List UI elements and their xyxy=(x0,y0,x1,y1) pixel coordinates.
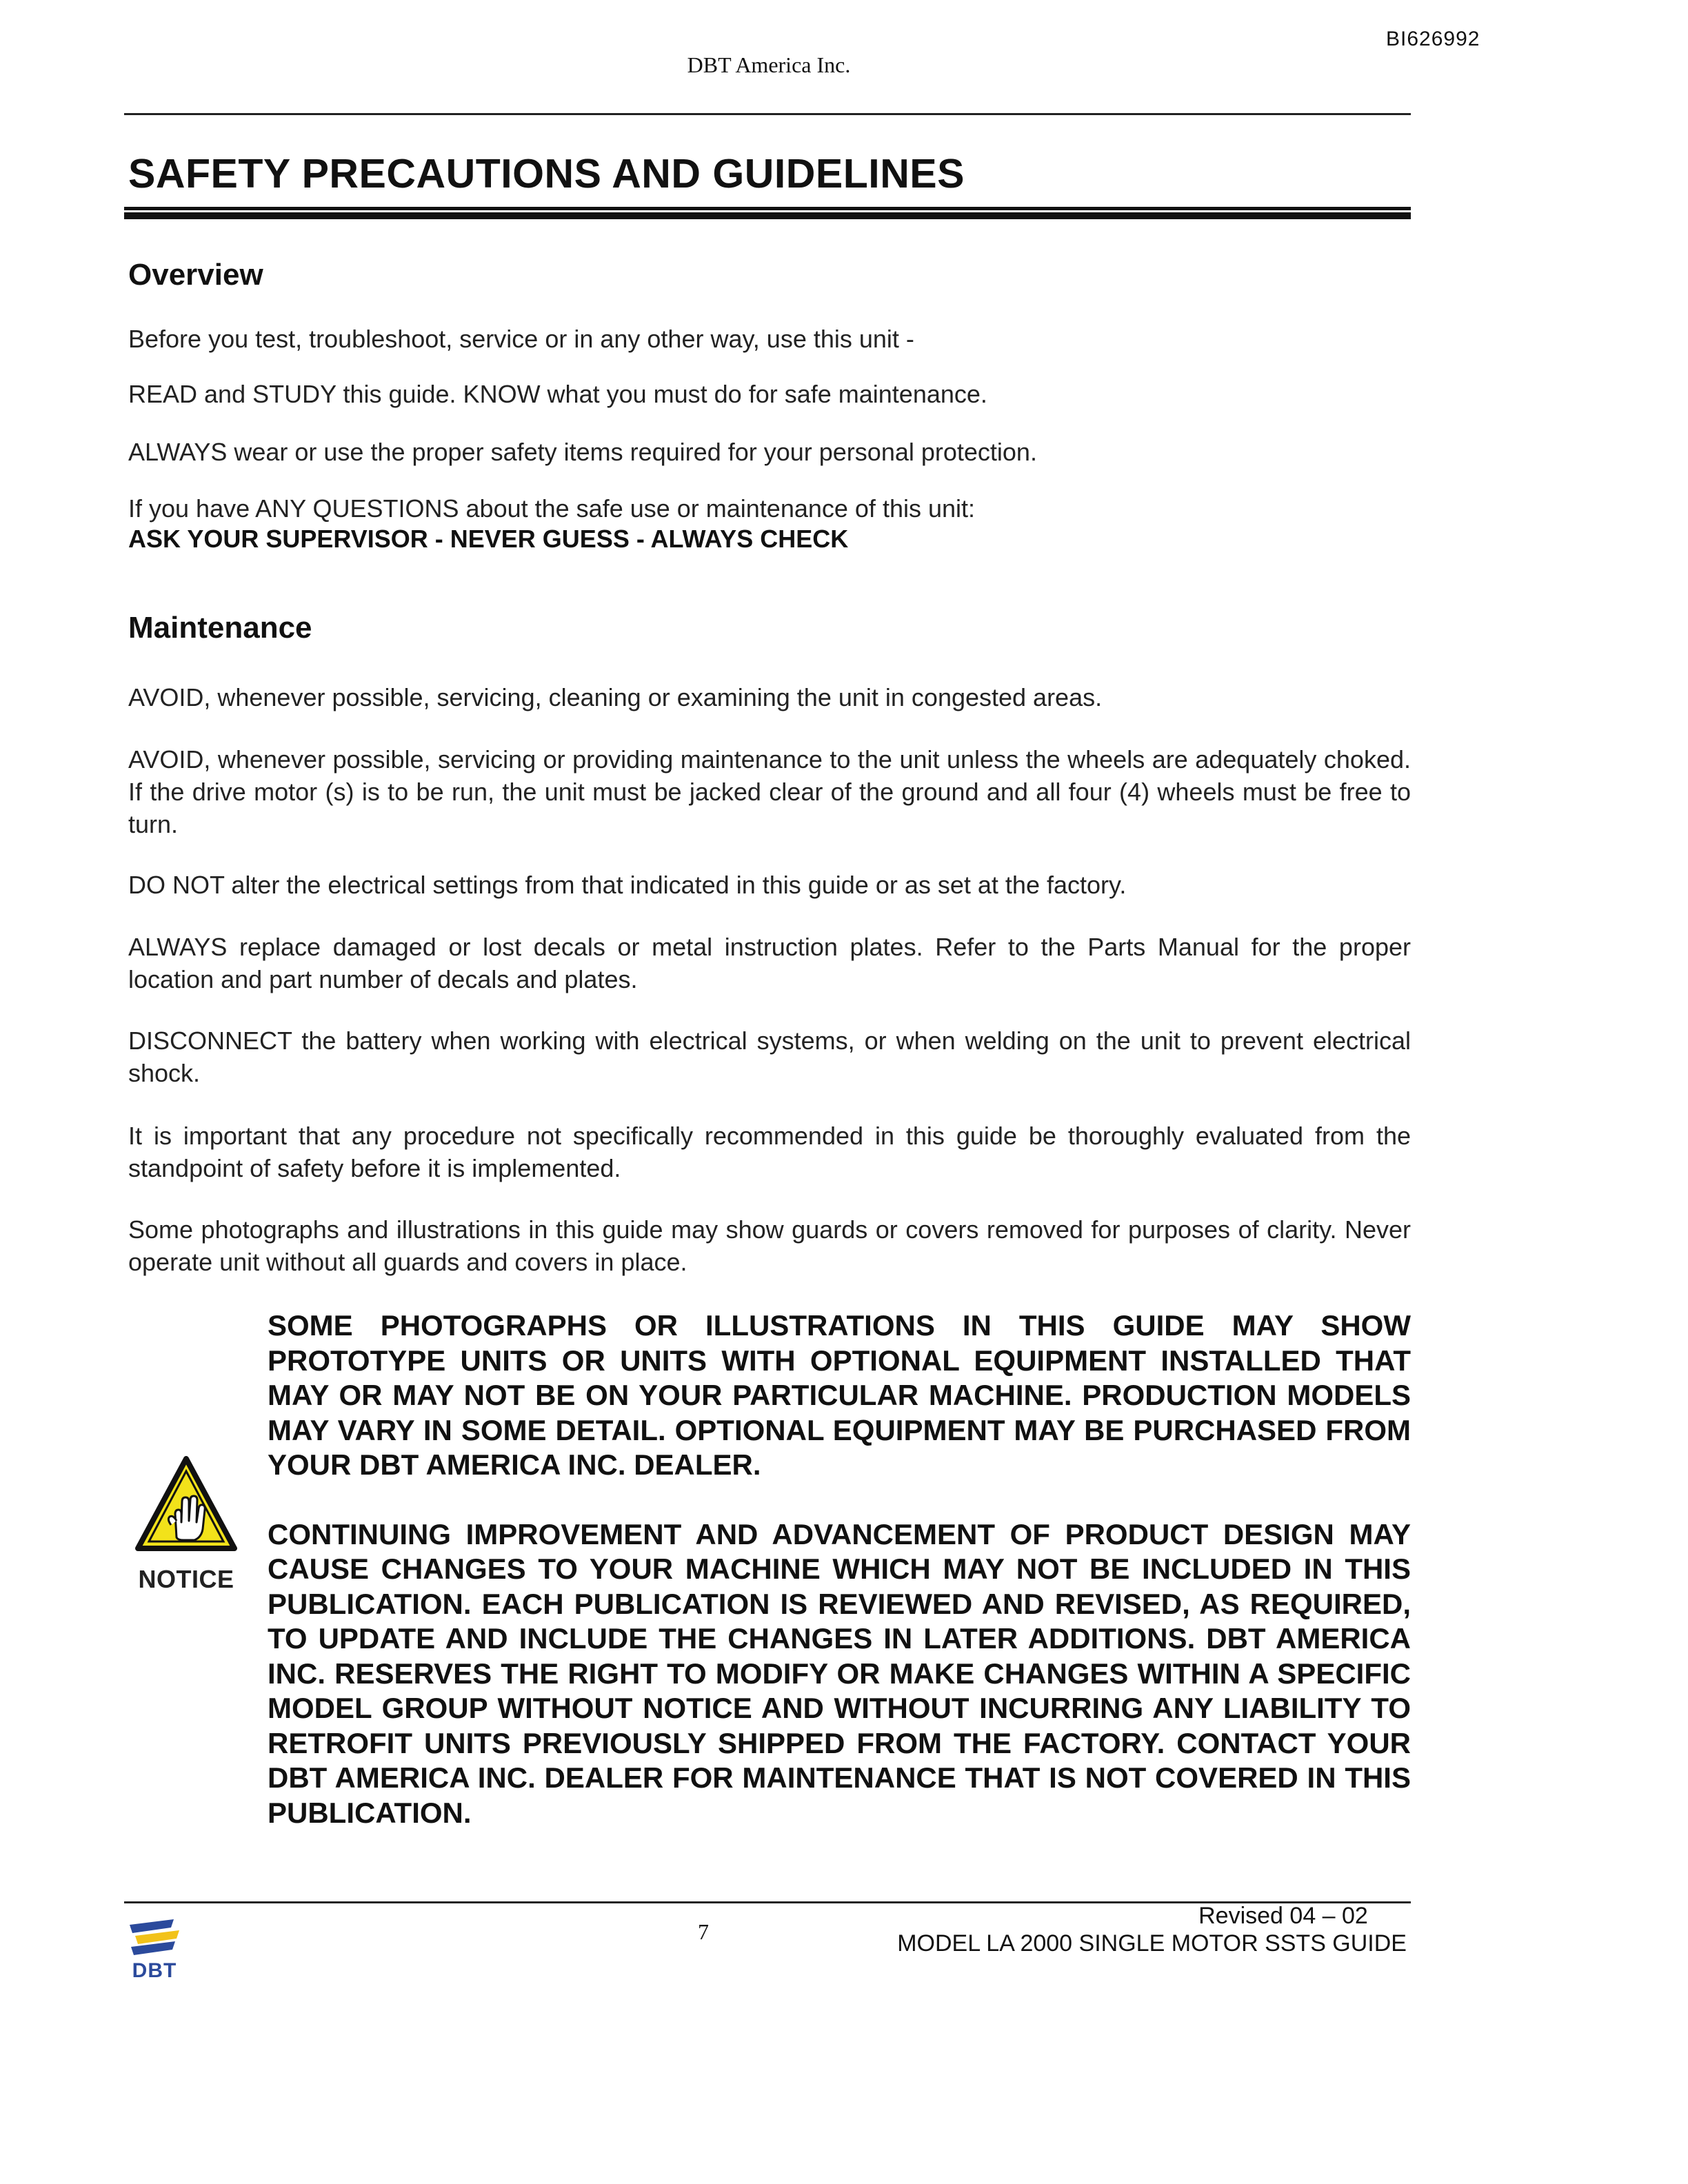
model-guide-title: MODEL LA 2000 SINGLE MOTOR SSTS GUIDE xyxy=(897,1930,1407,1957)
overview-paragraph: READ and STUDY this guide. KNOW what you must do for safe maintenance. xyxy=(128,380,987,408)
maintenance-paragraph: DO NOT alter the electrical settings from that indicated in this guide or as set at the factory. xyxy=(128,871,1127,899)
overview-emphasis: ASK YOUR SUPERVISOR - NEVER GUESS - ALWAYS CHECK xyxy=(128,525,849,553)
title-rule-thin xyxy=(124,207,1411,210)
dbt-logo-text: DBT xyxy=(132,1959,177,1982)
page-number: 7 xyxy=(698,1919,709,1944)
warning-hand-icon xyxy=(135,1456,237,1553)
notice-label: NOTICE xyxy=(138,1565,234,1593)
document-id: BI626992 xyxy=(1386,28,1480,50)
page-title: SAFETY PRECAUTIONS AND GUIDELINES xyxy=(128,151,965,196)
maintenance-paragraph: AVOID, whenever possible, servicing, cleaning or examining the unit in congested areas. xyxy=(128,683,1103,711)
notice-paragraph: CONTINUING IMPROVEMENT AND ADVANCEMENT OF PRODUCT DESIGN MAY CAUSE CHANGES TO YOUR MACHINE WHICH MAY NOT BE INCLUDED IN THIS PUBLICATION. EACH PUBLICATION IS REVIEWED AND REVISED, AS REQUIRED, TO UPDATE AND INCLUDE THE CHANGES IN LATER ADDITIONS. DBT AMERICA INC. RESERVES THE RIGHT TO MODIFY OR MAKE CHANGES WITHIN A SPECIFIC MODEL GROUP WITHOUT NOTICE AND WITHOUT INCURRING ANY LIABILITY TO RETROFIT UNITS PREVIOUSLY SHIPPED FROM THE FACTORY. CONTACT YOUR DBT AMERICA INC. DEALER FOR MAINTENANCE THAT IS NOT COVERED IN THIS PUBLICATION. xyxy=(268,1517,1411,1829)
maintenance-paragraph: It is important that any procedure not specifically recommended in this guide be thoroughly evaluated from the standpoint of safety before it is implemented. xyxy=(128,1122,1411,1182)
maintenance-heading: Maintenance xyxy=(128,611,312,645)
overview-paragraph: ALWAYS wear or use the proper safety items required for your personal protection. xyxy=(128,438,1037,466)
title-rule-thick xyxy=(124,212,1411,219)
overview-paragraph: Before you test, troubleshoot, service or in any other way, use this unit - xyxy=(128,325,914,353)
dbt-logo-icon xyxy=(125,1915,183,1957)
maintenance-paragraph: Some photographs and illustrations in this guide may show guards or covers removed for purposes of clarity. Never operate unit without all guards and covers in place. xyxy=(128,1215,1411,1276)
notice-paragraph: SOME PHOTOGRAPHS OR ILLUSTRATIONS IN THIS GUIDE MAY SHOW PROTOTYPE UNITS OR UNITS WITH OPTIONAL EQUIPMENT INSTALLED THAT MAY OR MAY NOT BE ON YOUR PARTICULAR MACHINE. PRODUCTION MODELS MAY VARY IN SOME DETAIL. OPTIONAL EQUIPMENT MAY BE PURCHASED FROM YOUR DBT AMERICA INC. DEALER. xyxy=(268,1309,1411,1481)
company-header: DBT America Inc. xyxy=(687,52,851,77)
header-divider xyxy=(124,113,1411,115)
overview-heading: Overview xyxy=(128,258,263,292)
maintenance-paragraph: DISCONNECT the battery when working with electrical systems, or when welding on the unit to prevent electrical shock. xyxy=(128,1027,1411,1087)
notice-text xyxy=(268,1308,1411,1830)
maintenance-paragraph: ALWAYS replace damaged or lost decals or metal instruction plates. Refer to the Parts Manual for the proper location and part number of decals and plates. xyxy=(128,933,1411,993)
revision-date: Revised 04 – 02 xyxy=(1198,1903,1368,1929)
overview-paragraph: If you have ANY QUESTIONS about the safe use or maintenance of this unit: xyxy=(128,494,976,523)
maintenance-paragraph: AVOID, whenever possible, servicing or providing maintenance to the unit unless the wheels are adequately choked. If the drive motor (s) is to be run, the unit must be jacked clear of the ground and all four (4) wheels must be free to turn. xyxy=(128,745,1411,838)
